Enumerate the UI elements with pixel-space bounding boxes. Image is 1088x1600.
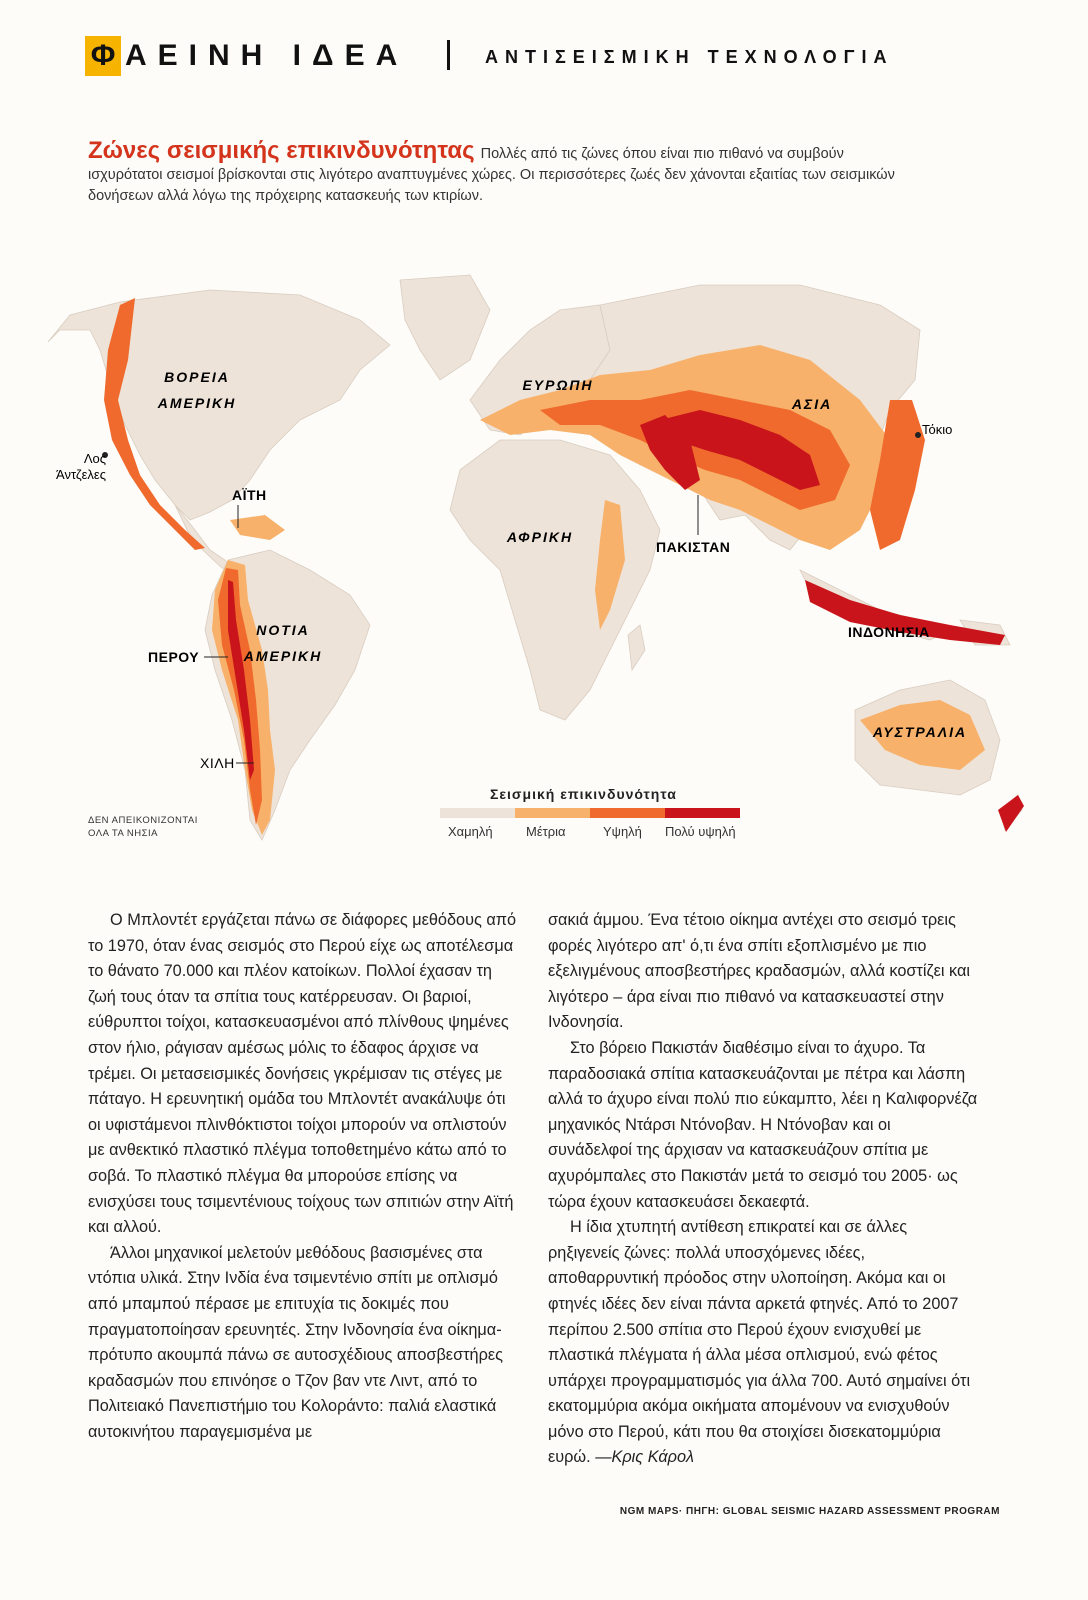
- label-europe: ΕΥΡΩΠΗ: [522, 377, 594, 393]
- article-paragraph: Στο βόρειο Πακιστάν διαθέσιμο είναι το άχυρο. Τα παραδοσιακά σπίτια κατασκευάζονται με πέτρα και λάσπη αλλά το άχυρο είναι πολύ πιο εύκαμπτο, λέει η Καλιφορνέζα μηχανικός Ντάρσι Ντόνοβαν. Η Ντόνοβαν και οι συνάδελφοί της άρχισαν να κατασκευάζουν σπίτια με αχυρόμπαλες στο Πακιστάν μετά το σεισμό του 2005· ως τώρα έχουν κατασκευάσει δεκαεφτά.: [548, 1038, 978, 1211]
- legend-swatch-low: [440, 808, 515, 818]
- legend-label-high: Υψηλή: [603, 824, 642, 839]
- label-indonesia: ΙΝΔΟΝΗΣΙΑ: [848, 624, 930, 640]
- landmasses: [48, 275, 1022, 840]
- article-byline: —Κρις Κάρολ: [595, 1448, 695, 1467]
- label-south-america-1: ΝΟΤΙΑ: [256, 622, 310, 638]
- article-paragraph: Άλλοι μηχανικοί μελετούν μεθόδους βασισμένες στα ντόπια υλικά. Στην Ινδία ένα τσιμεντένιο σπίτι με οπλισμό από μπαμπού πέρασε με επιτυχία τις δοκιμές που πραγματοποίησαν ερευνητές. Στην Ινδονησία ένα οίκημα-πρότυπο ακουμπά πάνω σε αυτοσχέδιους αποσβεστήρες κραδασμών που επινόησε ο Τζον βαν ντε Λιντ, από το Πολιτειακό Πανεπιστήμιο του Κολοράντο: παλιά ελαστικά αυτοκινήτου παραγεμισμένα με: [88, 1243, 503, 1441]
- label-north-america-1: ΒΟΡΕΙΑ: [164, 369, 230, 385]
- article-paragraph: Ο Μπλοντέτ εργάζεται πάνω σε διάφορες μεθόδους από το 1970, όταν ένας σεισμός στο Περού είχε ως αποτέλεσμα το θάνατο 70.000 και πλέον κατοίκων. Πολλοί έχασαν τη ζωή τους όταν τα σπίτια τους κατέρρευσαν. Οι βαριοί, εύθρυπτοι τοίχοι, κατασκευασμένοι από πλίνθους ψημένες στον ήλιο, ράγισαν αμέσως μόλις το έδαφος άρχισε να τρέμει. Οι μετασεισμικές δονήσεις γκρέμισαν τις στέγες με πάταγο. Η ερευνητική ομάδα του Μπλοντέτ ανακάλυψε ότι οι υφιστάμενοι πλινθόκτιστοι τοίχοι μπορούν να οπλιστούν με ανθεκτικό πλαστικό πλέγμα τοποθετημένο κάτω από το σοβά. Το πλαστικό πλέγμα θα μπορούσε επίσης να ενισχύσει τους τσιμεντένιους τοίχους των σπιτιών στην Αϊτή και αλλού.: [88, 911, 517, 1237]
- article-column-left: [88, 908, 518, 1445]
- legend-label-low: Χαμηλή: [448, 824, 493, 839]
- legend-swatch-very-high: [665, 808, 740, 818]
- legend-swatch-high: [590, 808, 665, 818]
- article-paragraph: [548, 1215, 978, 1471]
- map-title: Ζώνες σεισμικής επικινδυνότητας: [88, 137, 475, 164]
- madagascar-shape: [628, 625, 645, 670]
- section-topic: ΑΝΤΙΣΕΙΣΜΙΚΗ ΤΕΧΝΟΛΟΓΙΑ: [485, 47, 894, 67]
- map-description: Πολλές από τις ζώνες όπου είναι πιο πιθανό να συμβούν ισχυρότατοι σεισμοί βρίσκονται στις λιγότερο αναπτυγμένες χώρες. Οι περισσότερες ζωές δεν χάνονται εξαιτίας των σεισμικών δονήσεων αλλά λόγω της πρόχειρης κατασκευής των κτιρίων.: [88, 146, 895, 204]
- label-los-angeles-1: Λος: [83, 451, 106, 466]
- islands-note-line-1: ΔΕΝ ΑΠΕΙΚΟΝΙΖΟΝΤΑΙ: [88, 815, 198, 826]
- article-paragraph-text: Η ίδια χτυπητή αντίθεση επικρατεί και σε άλλες ρηξιγενείς ζώνες: πολλά υποσχόμενες ιδέες, αποθαρρυντική πρόοδος στην υλοποίηση. Ακόμα και οι φτηνές ιδέες δεν είναι πάντα αρκετά φτηνές. Από το 2007 περίπου 2.500 σπίτια στο Περού έχουν ενισχυθεί με πλαστικά πλέγματα ή άλλα μέσα οπλισμού, ενώ φέτος υπάρχει προγραμματισμός για άλλα 700. Αυτό σημαίνει ότι εκατομμύρια ακόμα οικήματα απομένουν να ενισχυθούν μόνο στο Περού, κάτι που θα στοιχίσει δισεκατομμύρια ευρώ.: [548, 1218, 971, 1467]
- label-africa: ΑΦΡΙΚΗ: [506, 529, 574, 545]
- label-chile: ΧΙΛΗ: [200, 755, 235, 771]
- legend-swatch-moderate: [515, 808, 590, 818]
- label-asia: ΑΣΙΑ: [791, 396, 833, 412]
- map-legend: [440, 786, 760, 846]
- article-paragraph: σακιά άμμου. Ένα τέτοιο οίκημα αντέχει στο σεισμό τρεις φορές λιγότερο απ' ό,τι ένα σπίτι εξοπλισμένο με πιο εξελιγμένους αποσβεστήρες κραδασμών, αλλά κοστίζει και λιγότερο – άρα είναι πιο πιθανό να κατασκευαστεί στην Ινδονησία.: [548, 911, 971, 1032]
- seismic-hazard-world-map: [0, 250, 1088, 850]
- africa-shape: [450, 440, 660, 720]
- islands-note-line-2: ΟΛΑ ΤΑ ΝΗΣΙΑ: [88, 828, 158, 839]
- header-divider: [447, 40, 450, 70]
- legend-title: Σεισμική επικινδυνότητα: [490, 786, 677, 802]
- label-tokyo: Τόκιο: [922, 422, 953, 437]
- legend-label-moderate: Μέτρια: [526, 824, 566, 839]
- legend-color-scale: [440, 808, 740, 818]
- greenland-shape: [400, 275, 490, 380]
- label-south-america-2: ΑΜΕΡΙΚΗ: [243, 648, 323, 664]
- legend-label-very-high: Πολύ υψηλή: [665, 824, 736, 839]
- map-credit: NGM MAPS· ΠΗΓΗ: GLOBAL SEISMIC HAZARD ASSESSMENT PROGRAM: [619, 1506, 1000, 1517]
- article-column-right: [548, 908, 978, 1471]
- page-header: [85, 32, 1045, 82]
- section-name: ΑΕΙΝΗ ΙΔΕΑ: [125, 39, 409, 72]
- label-peru: ΠΕΡΟΥ: [148, 649, 200, 665]
- islands-note: [88, 814, 198, 840]
- map-intro: [88, 137, 898, 207]
- label-australia: ΑΥΣΤΡΑΛΙΑ: [872, 724, 968, 740]
- hazard-zone-new-zealand: [998, 795, 1024, 832]
- label-haiti: ΑΪΤΗ: [232, 487, 267, 503]
- label-pakistan: ΠΑΚΙΣΤΑΝ: [656, 539, 731, 555]
- section-letter-box: Φ: [85, 36, 121, 76]
- label-north-america-2: ΑΜΕΡΙΚΗ: [157, 395, 237, 411]
- label-los-angeles-2: Άντζελες: [56, 467, 106, 482]
- tokyo-marker: [915, 432, 921, 438]
